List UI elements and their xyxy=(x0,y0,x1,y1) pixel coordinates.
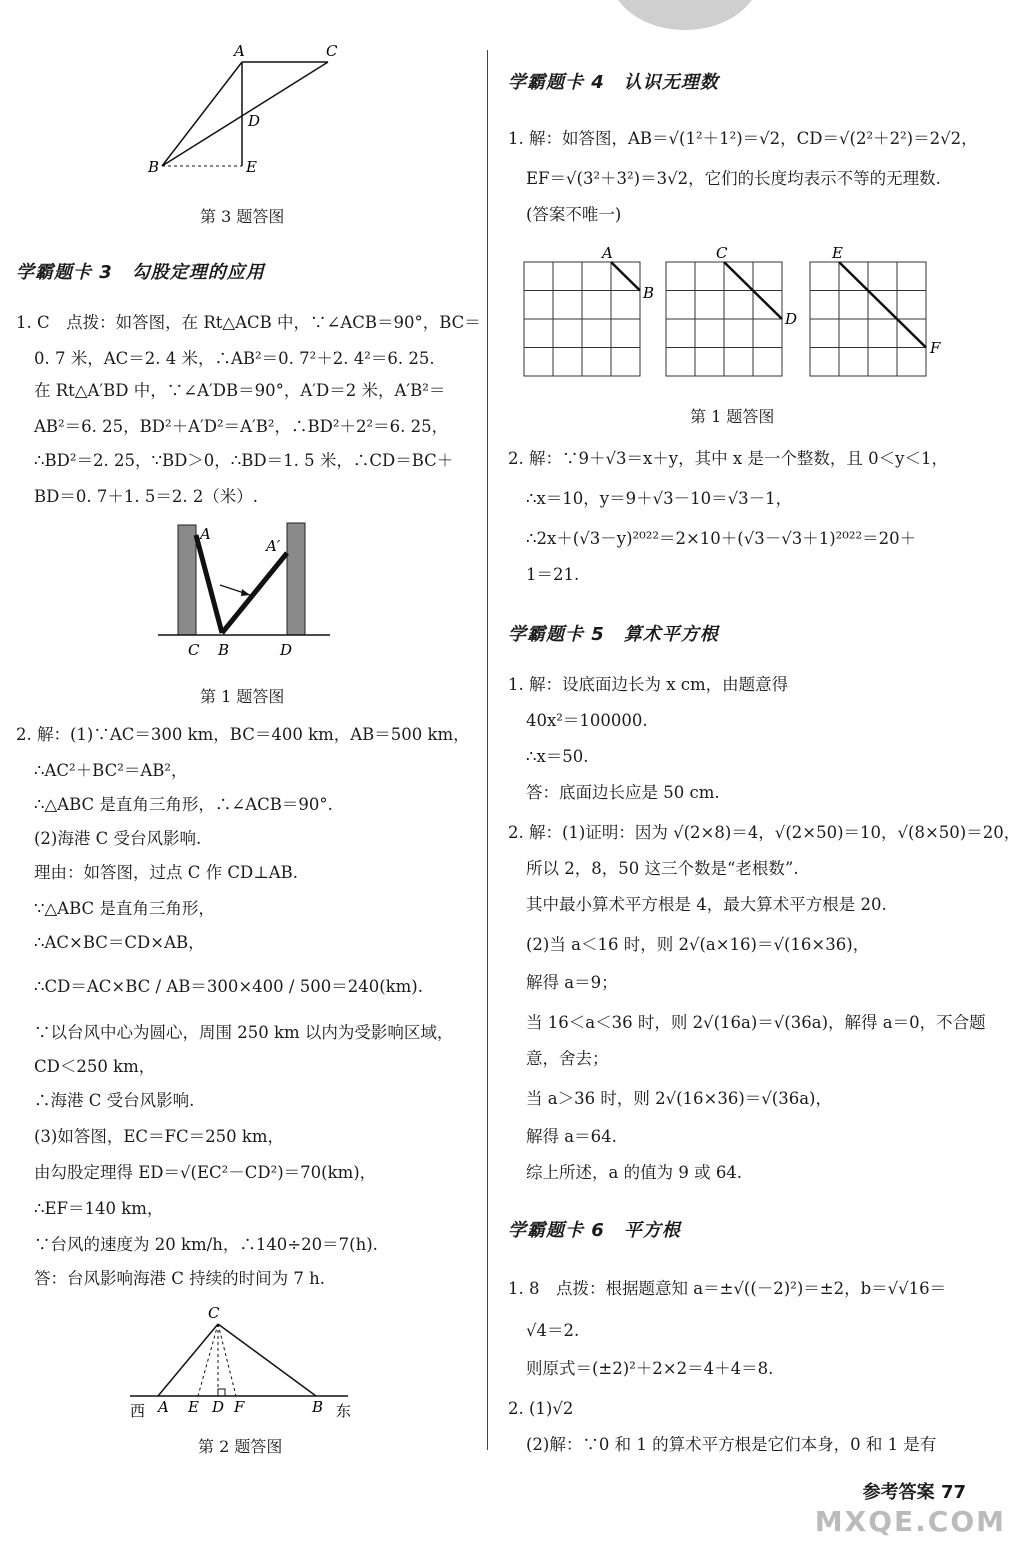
c4-q2-line: 1＝21. xyxy=(526,565,580,584)
c3-q1-line: BD＝0. 7＋1. 5＝2. 2（米）. xyxy=(34,487,259,506)
c3-q2-line: 理由：如答图，过点 C 作 CD⊥AB. xyxy=(34,863,299,882)
c5-line: 40x²＝100000. xyxy=(526,711,648,730)
fig2-label-e: E xyxy=(188,1398,199,1416)
c3-q2-line: ∵台风的速度为 20 km/h，∴140÷20＝7(h). xyxy=(34,1235,378,1254)
c5-line: 2. 解：(1)证明：因为 √(2×8)＝4，√(2×50)＝10，√(8×50)＝20， xyxy=(508,823,1021,842)
c5-line: 解得 a＝64. xyxy=(526,1127,617,1146)
c5-line: 所以 2，8，50 这三个数是“老根数”. xyxy=(526,859,799,878)
c5-line: 其中最小算术平方根是 4，最大算术平方根是 20. xyxy=(526,895,887,914)
c5-line: 解得 a＝9； xyxy=(526,973,618,992)
figure-1-ladder-diagram xyxy=(150,515,340,665)
grid-label-a: A xyxy=(602,244,613,262)
card6-title: 学霸题卡 6 平方根 xyxy=(508,1220,681,1241)
c5-line: 综上所述，a 的值为 9 或 64. xyxy=(526,1163,743,1182)
c3-q2-line: ∴EF＝140 km， xyxy=(34,1199,164,1218)
top-decoration xyxy=(610,0,760,30)
grid-cd xyxy=(666,262,782,376)
c4-q1-line: EF＝√(3²＋3²)＝3√2，它们的长度均表示不等的无理数. xyxy=(526,169,941,188)
grid-label-d: D xyxy=(785,310,798,328)
c6-line: (2)解：∵0 和 1 的算术平方根是它们本身，0 和 1 是有 xyxy=(526,1435,937,1454)
page-footer: 参考答案 77 xyxy=(862,1482,966,1503)
watermark: MXQE.COM xyxy=(814,1505,1006,1538)
fig3-label-e: E xyxy=(246,158,257,176)
c6-line: 1. 8 点拨：根据题意知 a＝±√((－2)²)＝±2，b＝√√16＝ xyxy=(508,1279,947,1298)
fig1-label-b: B xyxy=(218,641,230,659)
grid-figure-caption: 第 1 题答图 xyxy=(690,407,775,426)
c3-q1-line: ∴BD²＝2. 25，∵BD＞0，∴BD＝1. 5 米，∴CD＝BC＋ xyxy=(34,451,454,470)
grid-ef xyxy=(810,262,926,376)
figure-2-caption: 第 2 题答图 xyxy=(198,1437,283,1456)
c3-q1-line: 在 Rt△A′BD 中，∵∠A′DB＝90°，A′D＝2 米，A′B²＝ xyxy=(34,381,446,400)
fig1-label-a: A xyxy=(200,525,211,543)
fig2-label-b: B xyxy=(312,1398,324,1416)
card4-title: 学霸题卡 4 认识无理数 xyxy=(508,72,719,93)
fig1-label-a-prime: A′ xyxy=(266,537,281,555)
grid-label-c: C xyxy=(716,244,728,262)
fig2-label-west: 西 xyxy=(130,1402,146,1420)
figure-grid-diagram xyxy=(520,240,970,385)
fig2-label-a: A xyxy=(158,1398,169,1416)
c3-q2-line: 由勾股定理得 ED＝√(EC²－CD²)＝70(km)， xyxy=(34,1163,377,1182)
c6-line: √4＝2. xyxy=(526,1321,580,1340)
fig1-label-d: D xyxy=(280,641,293,659)
c5-line: 答：底面边长应是 50 cm. xyxy=(526,783,720,802)
c3-q2-line: 2. 解：(1)∵AC＝300 km，BC＝400 km，AB＝500 km， xyxy=(16,725,470,744)
figure-3-caption: 第 3 题答图 xyxy=(200,207,285,226)
c5-line: 当 16＜a＜36 时，则 2√(16a)＝√(36a)，解得 a＝0，不合题 xyxy=(526,1013,986,1032)
c3-q2-line: ∵△ABC 是直角三角形， xyxy=(34,899,215,918)
c4-q2-line: ∴2x＋(√3－y)²⁰²²＝2×10＋(√3－√3＋1)²⁰²²＝20＋ xyxy=(526,529,917,548)
c5-line: 当 a＞36 时，则 2√(16×36)＝√(36a)， xyxy=(526,1089,832,1108)
c4-q1-line: 1. 解：如答图，AB＝√(1²＋1²)＝√2，CD＝√(2²＋2²)＝2√2， xyxy=(508,129,978,148)
c5-line: 意，舍去； xyxy=(526,1049,609,1068)
c6-line: 2. (1)√2 xyxy=(508,1399,574,1418)
card3-title: 学霸题卡 3 勾股定理的应用 xyxy=(16,262,265,283)
fig2-label-c: C xyxy=(208,1304,220,1322)
fig2-label-east: 东 xyxy=(336,1402,352,1420)
c3-q2-line: (3)如答图，EC＝FC＝250 km， xyxy=(34,1127,284,1146)
fig3-label-b: B xyxy=(148,158,160,176)
fig3-label-d: D xyxy=(248,112,261,130)
c3-q2-line: CD＜250 km， xyxy=(34,1057,156,1076)
c3-q2-line: (2)海港 C 受台风影响. xyxy=(34,829,202,848)
grid-label-e: E xyxy=(832,244,843,262)
grid-label-f: F xyxy=(930,339,941,357)
c3-q1-line: AB²＝6. 25，BD²＋A′D²＝A′B²，∴BD²＋2²＝6. 25， xyxy=(34,417,449,436)
c3-q2-line: ∴CD＝AC×BC / AB＝300×400 / 500＝240(km). xyxy=(34,977,423,996)
c3-q2-line: 答：台风影响海港 C 持续的时间为 7 h. xyxy=(34,1269,325,1288)
card5-title: 学霸题卡 5 算术平方根 xyxy=(508,624,719,645)
c3-q1-line: 1. C 点拨：如答图，在 Rt△ACB 中，∵∠ACB＝90°，BC＝ xyxy=(16,313,481,332)
c4-q1-line: (答案不唯一) xyxy=(526,205,622,224)
grid-label-b: B xyxy=(643,284,655,302)
figure-3-diagram xyxy=(140,40,340,180)
c3-q2-line: ∴AC²＋BC²＝AB²， xyxy=(34,761,188,780)
c6-line: 则原式＝(±2)²＋2×2＝4＋4＝8. xyxy=(526,1359,774,1378)
c3-q2-line: ∴AC×BC＝CD×AB， xyxy=(34,933,205,952)
fig3-label-c: C xyxy=(326,42,338,60)
c3-q2-line: ∴海港 C 受台风影响. xyxy=(34,1091,195,1110)
grid-ab xyxy=(524,262,640,376)
c4-q2-line: 2. 解：∵9＋√3＝x＋y，其中 x 是一个整数，且 0＜y＜1， xyxy=(508,449,948,468)
fig1-label-c: C xyxy=(188,641,200,659)
figure-1-caption: 第 1 题答图 xyxy=(200,687,285,706)
fig2-label-f: F xyxy=(234,1398,245,1416)
c3-q1-line: 0. 7 米，AC＝2. 4 米，∴AB²＝0. 7²＋2. 4²＝6. 25. xyxy=(34,349,435,368)
c5-line: ∴x＝50. xyxy=(526,747,589,766)
c4-q2-line: ∴x＝10，y＝9＋√3－10＝√3－1， xyxy=(526,489,793,508)
c5-line: (2)当 a＜16 时，则 2√(a×16)＝√(16×36)， xyxy=(526,935,870,954)
column-divider xyxy=(487,50,488,1450)
fig3-label-a: A xyxy=(234,42,245,60)
c5-line: 1. 解：设底面边长为 x cm，由题意得 xyxy=(508,675,789,694)
c3-q2-line: ∵以台风中心为圆心，周围 250 km 以内为受影响区域， xyxy=(34,1023,454,1042)
figure-2-typhoon-diagram xyxy=(126,1300,362,1424)
fig2-label-d: D xyxy=(212,1398,225,1416)
c3-q2-line: ∴△ABC 是直角三角形，∴∠ACB＝90°. xyxy=(34,795,333,814)
